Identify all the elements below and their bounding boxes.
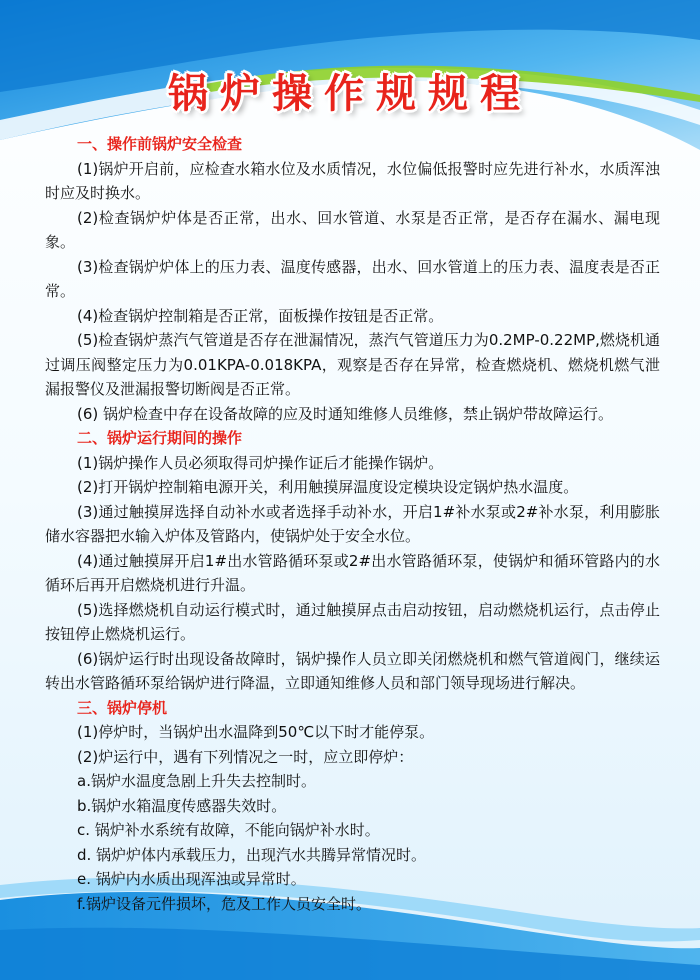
paragraph: (1)停炉时，当锅炉出水温降到50℃以下时才能停泵。 xyxy=(77,723,435,741)
paragraph: (3)通过触摸屏选择自动补水或者选择手动补水，开启1#补水泵或2#补水泵，利用膨胀储水容器把水输入炉体及管路内，使锅炉处于安全水位。 xyxy=(45,502,660,545)
section-heading-3: 三、锅炉停机 xyxy=(77,698,168,717)
paragraph: (5)检查锅炉蒸汽气管道是否存在泄漏情况，蒸汽气管道压力为0.2MP-0.22MP,燃烧机通过调压阀整定压力为0.01KPA-0.018KPA，观察是否存在异常，检查燃烧机、燃烧机燃气泄漏报警仪及泄漏报警切断阀是否正常。 xyxy=(45,331,660,398)
paragraph: (6)锅炉运行时出现设备故障时，锅炉操作人员立即关闭燃烧机和燃气管道阀门，继续运转出水管路循环泵给锅炉进行降温，立即通知维修人员和部门领导现场进行解决。 xyxy=(45,649,660,692)
list-item: b.锅炉水箱温度传感器失效时。 xyxy=(77,796,287,815)
page-title: 锅炉操作规规程 xyxy=(168,71,532,117)
list-item: a.锅炉水温度急剧上升失去控制时。 xyxy=(77,772,316,790)
paragraph: (2)炉运行中，遇有下列情况之一时，应立即停炉： xyxy=(77,747,414,766)
list-item: c. 锅炉补水系统有故障，不能向锅炉补水时。 xyxy=(77,821,380,839)
list-item: f.锅炉设备元件损坏，危及工作人员安全时。 xyxy=(77,894,371,913)
paragraph: (2)检查锅炉炉体是否正常，出水、回水管道、水泵是否正常，是否存在漏水、漏电现象。 xyxy=(45,208,660,251)
document-body xyxy=(45,132,660,916)
list-item: e. 锅炉内水质出现浑浊或异常时。 xyxy=(77,870,306,888)
paragraph: (5)选择燃烧机自动运行模式时，通过触摸屏点击启动按钮，启动燃烧机运行，点击停止按钮停止燃烧机运行。 xyxy=(45,600,660,643)
paragraph: (1)锅炉操作人员必须取得司炉操作证后才能操作锅炉。 xyxy=(77,453,444,472)
section-heading-1: 一、操作前锅炉安全检查 xyxy=(77,135,243,153)
section-heading-2: 二、锅炉运行期间的操作 xyxy=(77,429,243,447)
list-item: d. 锅炉炉体内承载压力，出现汽水共腾异常情况时。 xyxy=(77,845,427,864)
paragraph: (3)检查锅炉炉体上的压力表、温度传感器，出水、回水管道上的压力表、温度表是否正常。 xyxy=(45,257,660,300)
paragraph: (4)检查锅炉控制箱是否正常，面板操作按钮是否正常。 xyxy=(77,306,444,325)
paragraph: (1)锅炉开启前，应检查水箱水位及水质情况，水位偏低报警时应先进行补水，水质浑浊时应及时换水。 xyxy=(45,159,660,202)
paragraph: (6) 锅炉检查中存在设备故障的应及时通知维修人员维修，禁止锅炉带故障运行。 xyxy=(77,404,614,423)
paragraph: (4)通过触摸屏开启1#出水管路循环泵或2#出水管路循环泵，使锅炉和循环管路内的水循环后再开启燃烧机进行升温。 xyxy=(45,551,660,594)
paragraph: (2)打开锅炉控制箱电源开关，利用触摸屏温度设定模块设定锅炉热水温度。 xyxy=(77,478,579,496)
